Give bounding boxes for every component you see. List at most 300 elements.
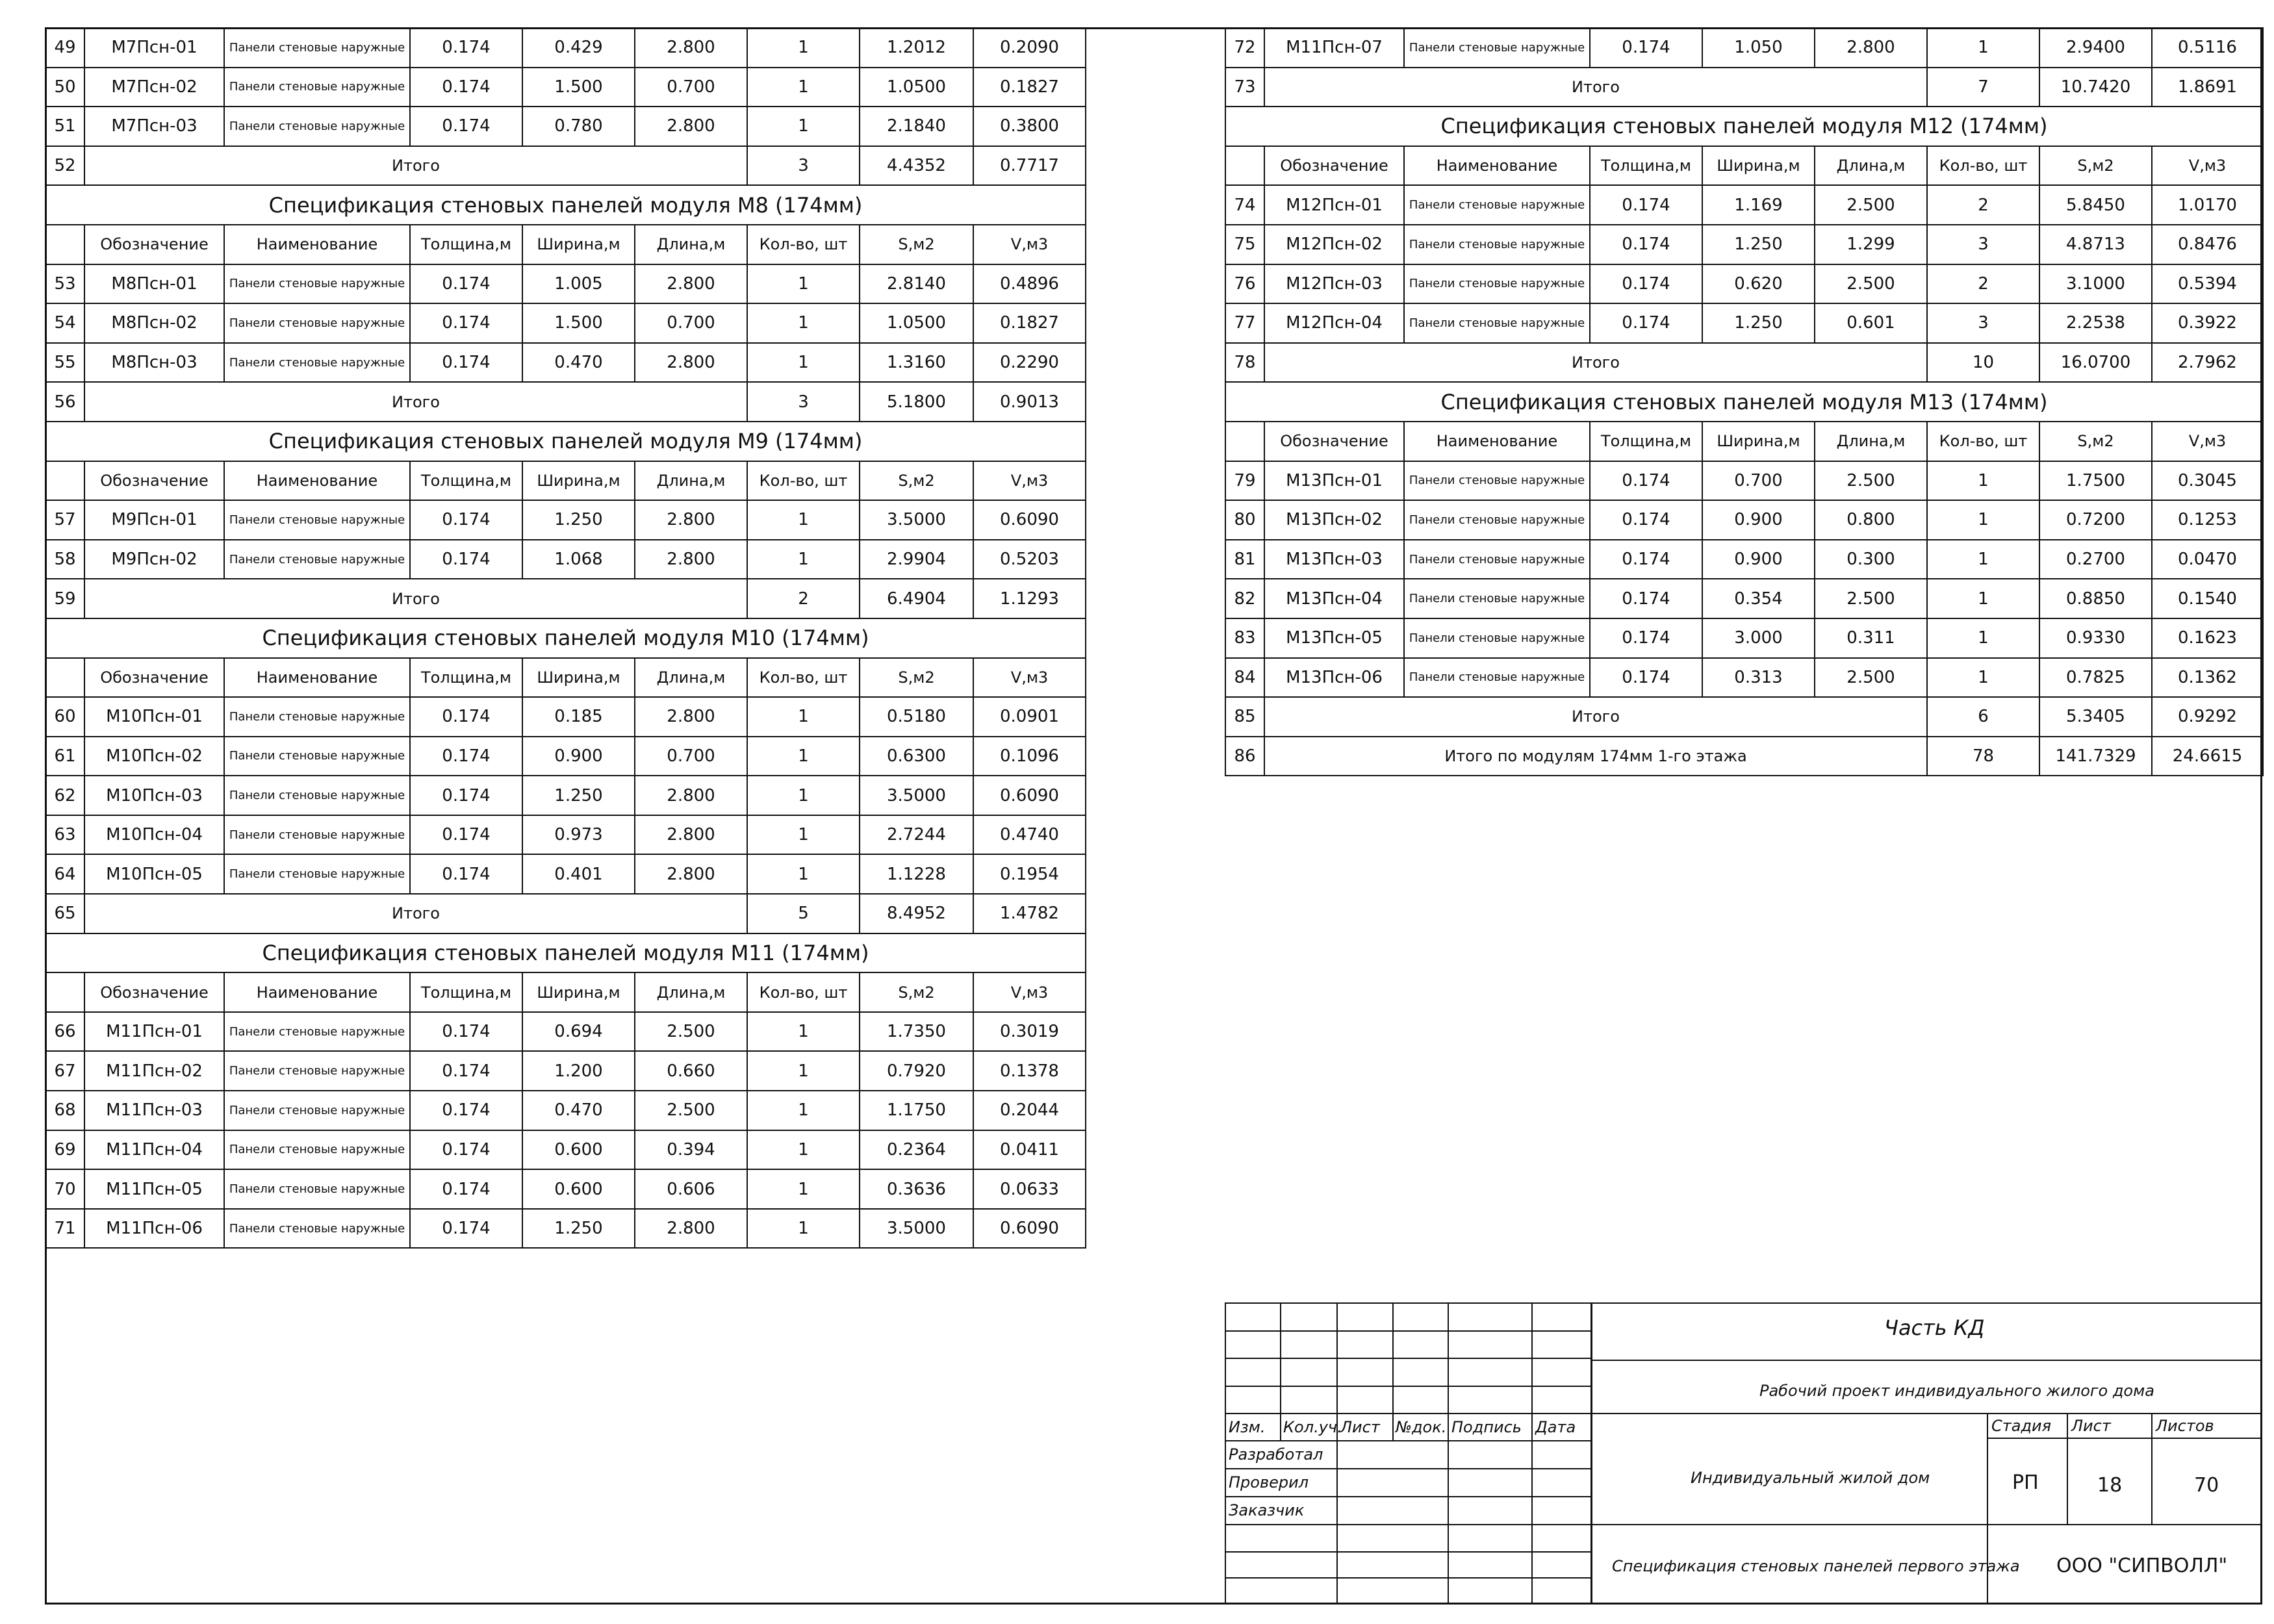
area-cell: 4.8713 (2039, 225, 2152, 264)
section-title-row (1225, 382, 2263, 422)
column-header-s: S,м2 (860, 972, 973, 1012)
total-row (45, 894, 1086, 933)
name-cell: Панели стеновые наружные (1404, 658, 1590, 698)
row-number-cell: 81 (1225, 540, 1264, 579)
row-number-cell: 82 (1225, 579, 1264, 618)
quantity-cell: 78 (1927, 737, 2039, 776)
row-number-cell: 73 (1225, 68, 1264, 107)
name-cell: Панели стеновые наружные (1404, 28, 1590, 68)
column-header-t: Толщина,м (410, 461, 522, 501)
quantity-cell: 1 (1927, 658, 2039, 698)
name-cell: Панели стеновые наружные (224, 28, 410, 68)
volume-cell: 0.2290 (973, 343, 1086, 383)
table-row (45, 1130, 1086, 1170)
name-cell: Панели стеновые наружные (224, 1012, 410, 1052)
length-cell: 0.800 (1815, 500, 1927, 540)
area-cell: 3.5000 (860, 1209, 973, 1249)
area-cell: 0.5180 (860, 697, 973, 737)
quantity-cell: 1 (747, 815, 860, 855)
table-row (1225, 579, 2263, 618)
col-podpis: Подпись (1451, 1418, 1522, 1436)
volume-cell: 0.3922 (2152, 303, 2263, 343)
name-cell: Панели стеновые наружные (224, 1091, 410, 1130)
name-cell: Панели стеновые наружные (224, 776, 410, 815)
section-title: Спецификация стеновых панелей модуля М9 (174мм) (45, 422, 1086, 461)
length-cell: 2.800 (635, 540, 747, 579)
thickness-cell: 0.174 (410, 540, 522, 579)
designation-cell: М11Псн-04 (84, 1130, 224, 1170)
quantity-cell: 1 (1927, 500, 2039, 540)
table-row (45, 815, 1086, 855)
row-number-cell: 54 (45, 303, 84, 343)
area-cell: 4.4352 (860, 146, 973, 186)
designation-cell: М7Псн-02 (84, 68, 224, 107)
thickness-cell: 0.174 (1590, 225, 1702, 264)
area-cell: 1.1750 (860, 1091, 973, 1130)
section-title-row (45, 422, 1086, 461)
row-number-cell: 66 (45, 1012, 84, 1052)
table-row (45, 776, 1086, 815)
quantity-cell: 1 (747, 500, 860, 540)
object-name: Индивидуальный жилой дом (1691, 1469, 1930, 1487)
area-cell: 141.7329 (2039, 737, 2152, 776)
volume-cell: 0.4896 (973, 264, 1086, 304)
column-header-t: Толщина,м (1590, 146, 1702, 186)
thickness-cell: 0.174 (1590, 264, 1702, 304)
designation-cell: М13Псн-04 (1264, 579, 1404, 618)
quantity-cell: 1 (1927, 540, 2039, 579)
table-row (45, 1209, 1086, 1249)
volume-cell: 0.1954 (973, 854, 1086, 894)
volume-cell: 1.8691 (2152, 68, 2263, 107)
length-cell: 2.800 (1815, 28, 1927, 68)
thickness-cell: 0.174 (1590, 658, 1702, 698)
name-cell: Панели стеновые наружные (1404, 185, 1590, 225)
volume-cell: 24.6615 (2152, 737, 2263, 776)
column-header-name: Наименование (1404, 146, 1590, 186)
area-cell: 0.2700 (2039, 540, 2152, 579)
width-cell: 1.169 (1702, 185, 1815, 225)
thickness-cell: 0.174 (1590, 461, 1702, 501)
thickness-cell: 0.174 (410, 1169, 522, 1209)
length-cell: 2.500 (1815, 461, 1927, 501)
spec-table-left (45, 27, 1086, 1249)
area-cell: 1.0500 (860, 303, 973, 343)
row-number-cell: 53 (45, 264, 84, 304)
name-cell: Панели стеновые наружные (224, 854, 410, 894)
width-cell: 0.700 (1702, 461, 1815, 501)
column-header-code: Обозначение (1264, 422, 1404, 461)
thickness-cell: 0.174 (410, 1130, 522, 1170)
quantity-cell: 1 (747, 1051, 860, 1091)
table-row (1225, 303, 2263, 343)
total-row (1225, 737, 2263, 776)
name-cell: Панели стеновые наружные (1404, 618, 1590, 658)
quantity-cell: 1 (747, 1091, 860, 1130)
length-cell: 0.660 (635, 1051, 747, 1091)
area-cell: 2.2538 (2039, 303, 2152, 343)
volume-cell: 0.5116 (2152, 28, 2263, 68)
header-blank-cell (45, 972, 84, 1012)
thickness-cell: 0.174 (1590, 500, 1702, 540)
column-header-s: S,м2 (860, 225, 973, 264)
width-cell: 1.050 (1702, 28, 1815, 68)
area-cell: 0.7920 (860, 1051, 973, 1091)
row-number-cell: 62 (45, 776, 84, 815)
length-cell: 2.800 (635, 343, 747, 383)
table-row (45, 107, 1086, 146)
row-number-cell: 52 (45, 146, 84, 186)
listov-value: 70 (2194, 1474, 2219, 1497)
row-number-cell: 51 (45, 107, 84, 146)
table-row (1225, 658, 2263, 698)
length-cell: 0.601 (1815, 303, 1927, 343)
section-title: Спецификация стеновых панелей модуля М8 (174мм) (45, 185, 1086, 225)
thickness-cell: 0.174 (410, 854, 522, 894)
table-row (1225, 225, 2263, 264)
designation-cell: М10Псн-03 (84, 776, 224, 815)
length-cell: 2.500 (1815, 579, 1927, 618)
name-cell: Панели стеновые наружные (1404, 540, 1590, 579)
section-title: Спецификация стеновых панелей модуля М10 (174мм) (45, 618, 1086, 658)
header-blank-cell (45, 658, 84, 698)
area-cell: 2.8140 (860, 264, 973, 304)
table-row (45, 1169, 1086, 1209)
name-cell: Панели стеновые наружные (1404, 225, 1590, 264)
designation-cell: М11Псн-07 (1264, 28, 1404, 68)
length-cell: 2.800 (635, 28, 747, 68)
designation-cell: М8Псн-02 (84, 303, 224, 343)
column-header-l: Длина,м (635, 225, 747, 264)
quantity-cell: 1 (1927, 618, 2039, 658)
designation-cell: М12Псн-02 (1264, 225, 1404, 264)
org-name: ООО "СИПВОЛЛ" (2056, 1554, 2228, 1577)
column-header-l: Длина,м (1815, 422, 1927, 461)
designation-cell: М9Псн-01 (84, 500, 224, 540)
width-cell: 0.900 (522, 737, 635, 776)
header-blank-cell (1225, 422, 1264, 461)
volume-cell: 0.0411 (973, 1130, 1086, 1170)
quantity-cell: 1 (747, 540, 860, 579)
thickness-cell: 0.174 (410, 343, 522, 383)
volume-cell: 0.1827 (973, 68, 1086, 107)
row-number-cell: 69 (45, 1130, 84, 1170)
width-cell: 0.973 (522, 815, 635, 855)
designation-cell: М9Псн-02 (84, 540, 224, 579)
total-row (45, 146, 1086, 186)
quantity-cell: 1 (747, 343, 860, 383)
width-cell: 1.250 (522, 500, 635, 540)
designation-cell: М11Псн-02 (84, 1051, 224, 1091)
quantity-cell: 1 (747, 776, 860, 815)
column-header-code: Обозначение (84, 658, 224, 698)
thickness-cell: 0.174 (410, 1209, 522, 1249)
designation-cell: М7Псн-01 (84, 28, 224, 68)
row-number-cell: 71 (45, 1209, 84, 1249)
volume-cell: 1.4782 (973, 894, 1086, 933)
name-cell: Панели стеновые наружные (224, 815, 410, 855)
row-number-cell: 79 (1225, 461, 1264, 501)
thickness-cell: 0.174 (410, 1051, 522, 1091)
name-cell: Панели стеновые наружные (1404, 264, 1590, 304)
width-cell: 1.500 (522, 303, 635, 343)
col-ndok: №док. (1396, 1418, 1447, 1436)
section-title-row (45, 933, 1086, 973)
length-cell: 2.800 (635, 776, 747, 815)
list-label: Лист (2071, 1417, 2111, 1435)
name-cell: Панели стеновые наружные (224, 1130, 410, 1170)
quantity-cell: 2 (1927, 185, 2039, 225)
volume-cell: 0.5394 (2152, 264, 2263, 304)
volume-cell: 0.6090 (973, 1209, 1086, 1249)
column-header-name: Наименование (1404, 422, 1590, 461)
volume-cell: 0.8476 (2152, 225, 2263, 264)
quantity-cell: 3 (747, 382, 860, 422)
area-cell: 0.8850 (2039, 579, 2152, 618)
col-list: Лист (1340, 1418, 1380, 1436)
volume-cell: 0.1378 (973, 1051, 1086, 1091)
width-cell: 1.500 (522, 68, 635, 107)
width-cell: 0.470 (522, 1091, 635, 1130)
volume-cell: 0.1253 (2152, 500, 2263, 540)
column-header-s: S,м2 (2039, 146, 2152, 186)
col-izm: Изм. (1229, 1418, 1266, 1436)
row-number-cell: 84 (1225, 658, 1264, 698)
column-header-l: Длина,м (635, 972, 747, 1012)
row-number-cell: 60 (45, 697, 84, 737)
quantity-cell: 1 (747, 1209, 860, 1249)
width-cell: 0.401 (522, 854, 635, 894)
volume-cell: 0.4740 (973, 815, 1086, 855)
column-header-l: Длина,м (1815, 146, 1927, 186)
column-header-name: Наименование (224, 461, 410, 501)
width-cell: 0.470 (522, 343, 635, 383)
designation-cell: М8Псн-03 (84, 343, 224, 383)
column-header-v: V,м3 (973, 225, 1086, 264)
thickness-cell: 0.174 (410, 1091, 522, 1130)
header-blank-cell (45, 461, 84, 501)
area-cell: 8.4952 (860, 894, 973, 933)
table-row (45, 68, 1086, 107)
quantity-cell: 1 (747, 28, 860, 68)
column-header-w: Ширина,м (522, 225, 635, 264)
column-header-w: Ширина,м (1702, 146, 1815, 186)
column-header-v: V,м3 (2152, 146, 2263, 186)
row-number-cell: 74 (1225, 185, 1264, 225)
area-cell: 10.7420 (2039, 68, 2152, 107)
volume-cell: 0.2044 (973, 1091, 1086, 1130)
thickness-cell: 0.174 (410, 500, 522, 540)
volume-cell: 2.7962 (2152, 343, 2263, 383)
area-cell: 0.7825 (2039, 658, 2152, 698)
area-cell: 1.1228 (860, 854, 973, 894)
section-title: Спецификация стеновых панелей модуля М12 (174мм) (1225, 107, 2263, 146)
area-cell: 2.9400 (2039, 28, 2152, 68)
quantity-cell: 1 (1927, 579, 2039, 618)
table-row (1225, 618, 2263, 658)
name-cell: Панели стеновые наружные (224, 540, 410, 579)
row-number-cell: 70 (45, 1169, 84, 1209)
total-row (1225, 343, 2263, 383)
header-row (1225, 422, 2263, 461)
thickness-cell: 0.174 (410, 303, 522, 343)
width-cell: 0.900 (1702, 500, 1815, 540)
width-cell: 1.200 (522, 1051, 635, 1091)
length-cell: 2.500 (1815, 185, 1927, 225)
header-row (1225, 146, 2263, 186)
column-header-l: Длина,м (635, 658, 747, 698)
designation-cell: М10Псн-01 (84, 697, 224, 737)
width-cell: 1.068 (522, 540, 635, 579)
column-header-t: Толщина,м (410, 225, 522, 264)
row-number-cell: 83 (1225, 618, 1264, 658)
column-header-t: Толщина,м (410, 972, 522, 1012)
quantity-cell: 1 (747, 854, 860, 894)
row-number-cell: 59 (45, 579, 84, 618)
area-cell: 1.7350 (860, 1012, 973, 1052)
area-cell: 2.7244 (860, 815, 973, 855)
col-kol-uch: Кол.уч. (1283, 1418, 1342, 1436)
column-header-q: Кол-во, шт (747, 225, 860, 264)
name-cell: Панели стеновые наружные (1404, 579, 1590, 618)
thickness-cell: 0.174 (1590, 579, 1702, 618)
table-row (45, 697, 1086, 737)
quantity-cell: 1 (747, 697, 860, 737)
column-header-w: Ширина,м (1702, 422, 1815, 461)
total-label-cell: Итого (84, 894, 747, 933)
quantity-cell: 2 (1927, 264, 2039, 304)
thickness-cell: 0.174 (410, 68, 522, 107)
area-cell: 0.7200 (2039, 500, 2152, 540)
row-number-cell: 75 (1225, 225, 1264, 264)
column-header-name: Наименование (224, 225, 410, 264)
thickness-cell: 0.174 (1590, 303, 1702, 343)
volume-cell: 0.5203 (973, 540, 1086, 579)
table-row (45, 303, 1086, 343)
volume-cell: 0.0633 (973, 1169, 1086, 1209)
row-number-cell: 58 (45, 540, 84, 579)
area-cell: 0.3636 (860, 1169, 973, 1209)
area-cell: 1.0500 (860, 68, 973, 107)
total-row (45, 579, 1086, 618)
row-number-cell: 80 (1225, 500, 1264, 540)
quantity-cell: 1 (747, 1169, 860, 1209)
width-cell: 0.620 (1702, 264, 1815, 304)
table-row (45, 500, 1086, 540)
thickness-cell: 0.174 (410, 697, 522, 737)
column-header-w: Ширина,м (522, 658, 635, 698)
total-label-cell: Итого по модулям 174мм 1-го этажа (1264, 737, 1927, 776)
quantity-cell: 3 (1927, 225, 2039, 264)
width-cell: 0.900 (1702, 540, 1815, 579)
col-data: Дата (1535, 1418, 1576, 1436)
name-cell: Панели стеновые наружные (1404, 303, 1590, 343)
area-cell: 5.8450 (2039, 185, 2152, 225)
thickness-cell: 0.174 (410, 737, 522, 776)
thickness-cell: 0.174 (410, 264, 522, 304)
designation-cell: М8Псн-01 (84, 264, 224, 304)
thickness-cell: 0.174 (410, 776, 522, 815)
designation-cell: М11Псн-06 (84, 1209, 224, 1249)
area-cell: 6.4904 (860, 579, 973, 618)
width-cell: 1.250 (1702, 303, 1815, 343)
table-row (1225, 500, 2263, 540)
quantity-cell: 2 (747, 579, 860, 618)
header-row (45, 461, 1086, 501)
column-header-s: S,м2 (2039, 422, 2152, 461)
length-cell: 2.800 (635, 107, 747, 146)
length-cell: 0.700 (635, 303, 747, 343)
name-cell: Панели стеновые наружные (224, 343, 410, 383)
quantity-cell: 5 (747, 894, 860, 933)
row-number-cell: 77 (1225, 303, 1264, 343)
table-row (45, 540, 1086, 579)
column-header-name: Наименование (224, 658, 410, 698)
volume-cell: 0.1362 (2152, 658, 2263, 698)
designation-cell: М11Псн-03 (84, 1091, 224, 1130)
thickness-cell: 0.174 (410, 28, 522, 68)
table-row (1225, 461, 2263, 501)
table-row (45, 343, 1086, 383)
total-row (1225, 68, 2263, 107)
width-cell: 1.005 (522, 264, 635, 304)
width-cell: 0.313 (1702, 658, 1815, 698)
column-header-q: Кол-во, шт (1927, 146, 2039, 186)
header-row (45, 658, 1086, 698)
header-blank-cell (45, 225, 84, 264)
table-row (1225, 264, 2263, 304)
length-cell: 0.311 (1815, 618, 1927, 658)
table-row (45, 854, 1086, 894)
row-number-cell: 85 (1225, 697, 1264, 737)
title-block (1225, 1302, 2262, 1605)
row-number-cell: 61 (45, 737, 84, 776)
volume-cell: 0.1096 (973, 737, 1086, 776)
column-header-q: Кол-во, шт (747, 658, 860, 698)
width-cell: 0.185 (522, 697, 635, 737)
column-header-w: Ширина,м (522, 461, 635, 501)
area-cell: 1.3160 (860, 343, 973, 383)
designation-cell: М13Псн-06 (1264, 658, 1404, 698)
table-row (45, 1051, 1086, 1091)
total-row (1225, 697, 2263, 737)
area-cell: 0.9330 (2039, 618, 2152, 658)
column-header-s: S,м2 (860, 658, 973, 698)
table-row (1225, 185, 2263, 225)
name-cell: Панели стеновые наружные (1404, 500, 1590, 540)
width-cell: 0.694 (522, 1012, 635, 1052)
length-cell: 0.700 (635, 737, 747, 776)
name-cell: Панели стеновые наружные (224, 500, 410, 540)
length-cell: 2.800 (635, 500, 747, 540)
stage-value: РП (2012, 1471, 2039, 1494)
designation-cell: М10Псн-05 (84, 854, 224, 894)
row-number-cell: 55 (45, 343, 84, 383)
column-header-s: S,м2 (860, 461, 973, 501)
table-row (45, 28, 1086, 68)
column-header-name: Наименование (224, 972, 410, 1012)
quantity-cell: 1 (747, 303, 860, 343)
table-row (1225, 28, 2263, 68)
row-number-cell: 64 (45, 854, 84, 894)
total-label-cell: Итого (84, 579, 747, 618)
designation-cell: М13Псн-02 (1264, 500, 1404, 540)
column-header-q: Кол-во, шт (1927, 422, 2039, 461)
designation-cell: М12Псн-04 (1264, 303, 1404, 343)
width-cell: 0.780 (522, 107, 635, 146)
column-header-v: V,м3 (973, 972, 1086, 1012)
length-cell: 2.800 (635, 1209, 747, 1249)
